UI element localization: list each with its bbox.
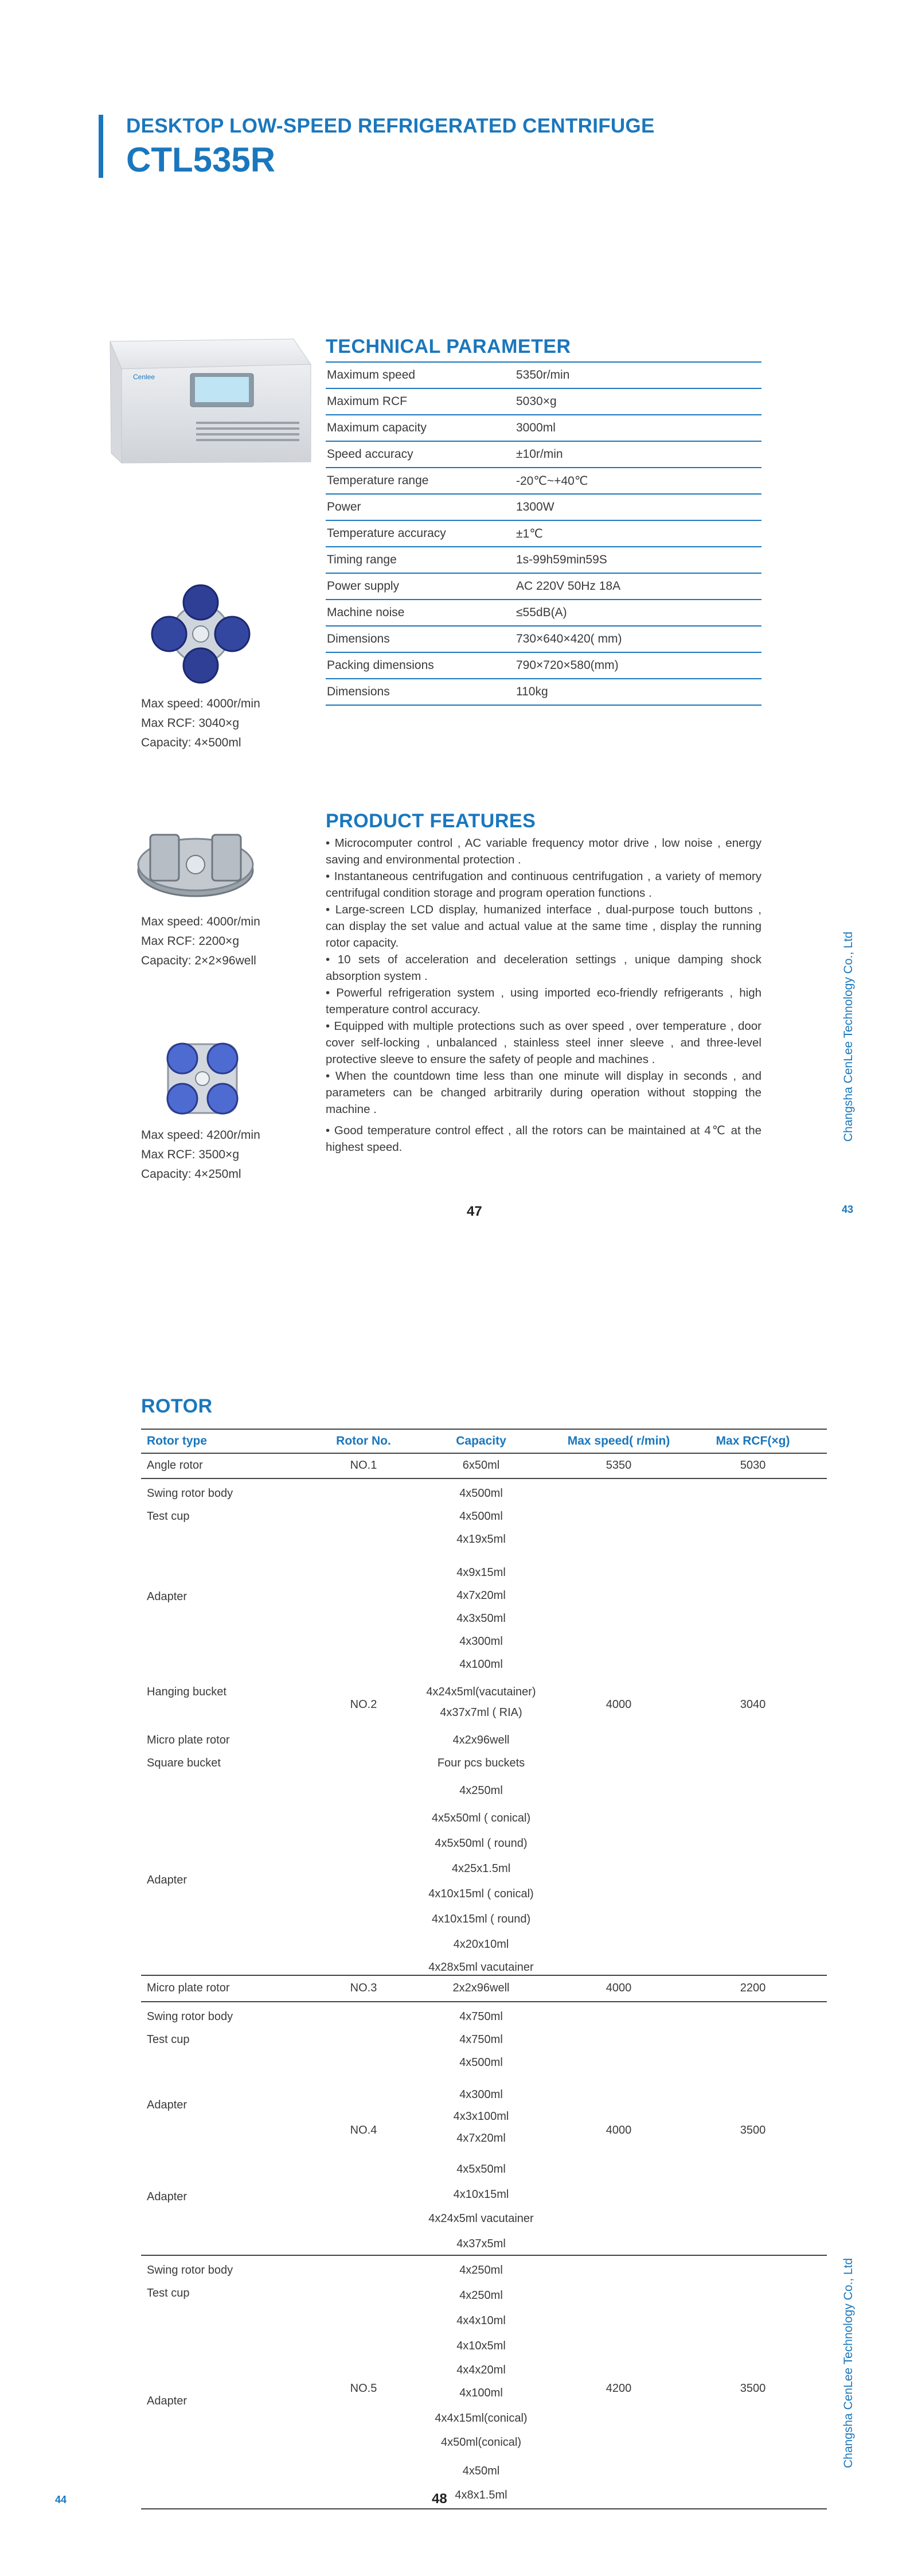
rotor-spec-1-capacity: Capacity: 4×500ml <box>141 736 241 749</box>
rotor-type-label: Adapter <box>147 2190 188 2203</box>
rotor-capacity-value: 4x500ml <box>459 2056 503 2069</box>
tech-param-value: 790×720×580(mm) <box>516 659 619 672</box>
tech-param-value: 730×640×420( mm) <box>516 632 622 645</box>
rotor-number: NO.3 <box>350 1982 377 1994</box>
rotor-capacity-value: 4x4x15ml(conical) <box>435 2412 528 2425</box>
side-page-number-43: 43 <box>842 1204 854 1215</box>
microplate-rotor-image <box>133 818 258 904</box>
tech-param-value: AC 220V 50Hz 18A <box>516 579 621 593</box>
tech-param-name: Timing range <box>327 553 397 566</box>
product-category-title: DESKTOP LOW-SPEED REFRIGERATED CENTRIFUGE <box>126 115 655 137</box>
tech-param-value: 1300W <box>516 500 554 513</box>
header-accent-bar <box>99 115 103 178</box>
rotor-capacity-value: 4x4x20ml <box>456 2364 506 2376</box>
rotor-type-label: Adapter <box>147 1874 188 1886</box>
tech-param-value: 1s-99h59min59S <box>516 553 607 566</box>
feature-item: • 10 sets of acceleration and deceleration settings , unique damping shock absorption system . <box>326 953 761 983</box>
rotor-capacity-value: 4x37x7ml ( RIA) <box>440 1706 522 1719</box>
rotor-max-rcf: 3500 <box>740 2124 766 2137</box>
rotor-capacity-value: 4x10x15ml ( round) <box>431 1913 531 1925</box>
tech-row <box>326 627 761 653</box>
page-number-48: 48 <box>432 2491 447 2507</box>
rotor-max-speed: 4000 <box>606 2124 632 2137</box>
rotor-heading: ROTOR <box>141 1395 213 1417</box>
rotor-type-label: Adapter <box>147 1590 188 1603</box>
rotor-capacity-value: 4x24x5ml vacutainer <box>428 2212 534 2225</box>
tech-row <box>326 415 761 442</box>
rotor-capacity-value: 4x50ml(conical) <box>440 2436 522 2449</box>
rotor-max-speed: 4200 <box>606 2382 632 2395</box>
rotor-max-speed: 4000 <box>606 1982 632 1994</box>
tech-param-name: Temperature range <box>327 474 429 487</box>
tech-row <box>326 600 761 627</box>
company-side-text-page1: Changsha CenLee Technology Co., Ltd <box>842 931 855 1142</box>
page-number-47: 47 <box>467 1204 482 1219</box>
rotor-capacity-value: 4x250ml <box>459 2264 503 2277</box>
rotor-spec-2-capacity: Capacity: 2×2×96well <box>141 954 256 967</box>
tech-param-value: 3000ml <box>516 421 556 434</box>
rotor-group <box>141 1479 827 1976</box>
feature-item: • Powerful refrigeration system , using imported eco-friendly refrigerants , high temperature control accuracy. <box>326 986 761 1016</box>
tech-param-name: Machine noise <box>327 606 405 619</box>
rotor-type-label: Swing rotor body <box>147 2010 233 2023</box>
col-rotor-type: Rotor type <box>147 1434 207 1447</box>
rotor-number: NO.5 <box>350 2382 377 2395</box>
col-max-speed: Max speed( r/min) <box>567 1434 670 1447</box>
tech-param-name: Packing dimensions <box>327 659 434 672</box>
feature-item: • Equipped with multiple protections such as over speed , over temperature , door cover self-locking , unbalanced , stainless steel inner sleeve , and three-level protective sleeve to ensure the safety of people and machines . <box>326 1019 761 1066</box>
product-features-heading: PRODUCT FEATURES <box>326 810 536 832</box>
rotor-type-label: Square bucket <box>147 1757 221 1769</box>
feature-item: • Large-screen LCD display, humanized interface , dual-purpose touch buttons , can display the set value and actual value at the same time , display the running rotor capacity. <box>326 903 761 950</box>
rotor-type-label: Hanging bucket <box>147 1686 226 1698</box>
rotor-capacity-value: 4x19x5ml <box>456 1533 506 1546</box>
rotor-capacity-value: 4x28x5ml vacutainer <box>428 1961 534 1974</box>
rotor-capacity-value: 4x7x20ml <box>456 1589 506 1602</box>
feature-item: • Instantaneous centrifugation and continuous centrifugation , a variety of memory centrifugal condition storage and program operation functions . <box>326 870 761 900</box>
tech-param-name: Temperature accuracy <box>327 527 446 540</box>
rotor-capacity-value: 4x20x10ml <box>453 1938 509 1951</box>
rotor-max-speed: 5350 <box>606 1459 632 1472</box>
tech-row <box>326 679 761 706</box>
rotor-capacity-value: 4x500ml <box>459 1487 503 1500</box>
rotor-capacity-value: 4x8x1.5ml <box>455 2489 507 2501</box>
technical-parameter-heading: TECHNICAL PARAMETER <box>326 336 571 357</box>
tech-row <box>326 521 761 547</box>
rotor-type-label: Swing rotor body <box>147 2264 233 2277</box>
tech-row <box>326 495 761 521</box>
rotor-capacity-value: 4x10x15ml <box>453 2188 509 2201</box>
tech-param-name: Maximum speed <box>327 368 416 382</box>
rotor-spec-1 <box>141 694 260 753</box>
rotor-max-rcf: 5030 <box>740 1459 766 1472</box>
rotor-max-speed: 4000 <box>606 1698 632 1711</box>
company-side-text-page2: Changsha CenLee Technology Co., Ltd <box>842 2258 855 2468</box>
rotor-capacity-value: 4x2x96well <box>452 1734 510 1746</box>
rotor-type-label: Micro plate rotor <box>147 1982 230 1994</box>
tech-row <box>326 442 761 468</box>
product-model-title: CTL535R <box>126 141 276 179</box>
col-rotor-no: Rotor No. <box>336 1434 391 1447</box>
rotor-capacity-value: 4x5x50ml ( conical) <box>431 1812 531 1824</box>
rotor-capacity-value: 4x100ml <box>459 1658 503 1671</box>
swing-rotor-4x500-image <box>146 579 255 688</box>
rotor-spec-1-speed: Max speed: 4000r/min <box>141 697 260 710</box>
tech-param-name: Dimensions <box>327 632 390 645</box>
feature-item: • When the countdown time less than one minute will display in seconds , and parameters can be changed arbitrarily during operation without stopping the machine . <box>326 1069 761 1116</box>
rotor-type-label: Test cup <box>147 2287 190 2299</box>
rotor-capacity-value: 4x5x50ml <box>456 2163 506 2176</box>
rotor-type-label: Swing rotor body <box>147 1487 233 1500</box>
col-max-rcf: Max RCF(×g) <box>716 1434 790 1447</box>
tech-row <box>326 547 761 574</box>
tech-param-name: Power <box>327 500 361 513</box>
rotor-capacity-value: 4x9x15ml <box>456 1566 506 1579</box>
rotor-capacity-value: 4x3x50ml <box>456 1612 506 1625</box>
rotor-number: NO.2 <box>350 1698 377 1711</box>
rotor-capacity-value: 4x25x1.5ml <box>451 1862 511 1875</box>
rotor-capacity-value: 4x750ml <box>459 2010 503 2023</box>
svg-text:Cenlee: Cenlee <box>133 373 155 381</box>
rotor-table-body <box>141 1454 827 2509</box>
rotor-capacity-value: 4x10x5ml <box>456 2340 506 2352</box>
tech-row <box>326 389 761 415</box>
rotor-number: NO.1 <box>350 1459 377 1472</box>
rotor-spec-2-speed: Max speed: 4000r/min <box>141 915 260 928</box>
rotor-type-label: Adapter <box>147 2395 188 2407</box>
rotor-spec-3-rcf: Max RCF: 3500×g <box>141 1148 239 1161</box>
rotor-capacity-value: 4x10x15ml ( conical) <box>428 1888 534 1900</box>
rotor-table-header <box>141 1429 827 1454</box>
rotor-number: NO.4 <box>350 2124 377 2137</box>
rotor-group <box>141 2256 827 2509</box>
tech-param-name: Maximum capacity <box>327 421 427 434</box>
rotor-capacity-value: 4x5x50ml ( round) <box>435 1837 528 1850</box>
rotor-capacity-value: 4x300ml <box>459 2088 503 2101</box>
product-features-list <box>326 835 761 1155</box>
tech-row <box>326 361 761 389</box>
feature-item: • Microcomputer control , AC variable frequency motor drive , low noise , energy saving and environmental protection . <box>326 836 761 866</box>
rotor-spec-2-rcf: Max RCF: 2200×g <box>141 935 239 948</box>
rotor-capacity-value: 2x2x96well <box>452 1982 510 1994</box>
tech-param-name: Maximum RCF <box>327 395 407 408</box>
feature-item: • Good temperature control effect , all the rotors can be maintained at 4℃ at the highest speed. <box>326 1124 761 1154</box>
tech-param-value: 110kg <box>516 685 548 698</box>
tech-param-value: ≤55dB(A) <box>516 606 567 619</box>
rotor-spec-3-speed: Max speed: 4200r/min <box>141 1129 260 1142</box>
rotor-capacity-value: Four pcs buckets <box>437 1757 525 1769</box>
tech-param-name: Dimensions <box>327 685 390 698</box>
tech-param-name: Speed accuracy <box>327 448 413 461</box>
tech-param-value: ±10r/min <box>516 448 563 461</box>
centrifuge-machine-image <box>104 336 317 468</box>
rotor-capacity-value: 4x250ml <box>459 1784 503 1797</box>
rotor-group <box>141 1454 827 1479</box>
rotor-capacity-value: 4x7x20ml <box>456 2132 506 2145</box>
rotor-capacity-value: 4x4x10ml <box>456 2314 506 2327</box>
rotor-max-rcf: 3500 <box>740 2382 766 2395</box>
rotor-group <box>141 1976 827 2002</box>
rotor-spec-3 <box>141 1126 260 1184</box>
tech-param-value: -20℃~+40℃ <box>516 474 588 488</box>
col-capacity: Capacity <box>456 1434 506 1447</box>
swing-rotor-4x250-image <box>148 1024 257 1133</box>
rotor-type-label: Adapter <box>147 2099 188 2111</box>
tech-row <box>326 468 761 495</box>
rotor-capacity-value: 4x50ml <box>462 2465 500 2477</box>
side-page-number-44: 44 <box>55 2494 67 2505</box>
rotor-spec-1-rcf: Max RCF: 3040×g <box>141 717 239 730</box>
rotor-capacity-value: 4x300ml <box>459 1635 503 1648</box>
technical-parameter-table <box>326 361 761 706</box>
rotor-capacity-value: 4x37x5ml <box>456 2238 506 2250</box>
tech-param-value: ±1℃ <box>516 527 543 540</box>
tech-row <box>326 574 761 600</box>
tech-param-value: 5030×g <box>516 395 557 408</box>
rotor-capacity-value: 6x50ml <box>462 1459 500 1472</box>
rotor-type-label: Test cup <box>147 1510 190 1523</box>
tech-param-value: 5350r/min <box>516 368 570 382</box>
rotor-capacity-value: 4x500ml <box>459 1510 503 1523</box>
rotor-type-label: Micro plate rotor <box>147 1734 230 1746</box>
rotor-spec-3-capacity: Capacity: 4×250ml <box>141 1168 241 1181</box>
rotor-max-rcf: 3040 <box>740 1698 766 1711</box>
rotor-type-label: Angle rotor <box>147 1459 203 1472</box>
rotor-capacity-value: 4x3x100ml <box>453 2110 509 2123</box>
rotor-group <box>141 2002 827 2256</box>
rotor-max-rcf: 2200 <box>740 1982 766 1994</box>
rotor-capacity-value: 4x100ml <box>459 2387 503 2399</box>
tech-param-name: Power supply <box>327 579 400 593</box>
rotor-spec-2 <box>141 912 260 971</box>
rotor-table <box>141 1429 827 2509</box>
rotor-capacity-value: 4x250ml <box>459 2289 503 2302</box>
rotor-type-label: Test cup <box>147 2033 190 2046</box>
rotor-capacity-value: 4x24x5ml(vacutainer) <box>426 1686 536 1698</box>
tech-row <box>326 653 761 679</box>
rotor-capacity-value: 4x750ml <box>459 2033 503 2046</box>
